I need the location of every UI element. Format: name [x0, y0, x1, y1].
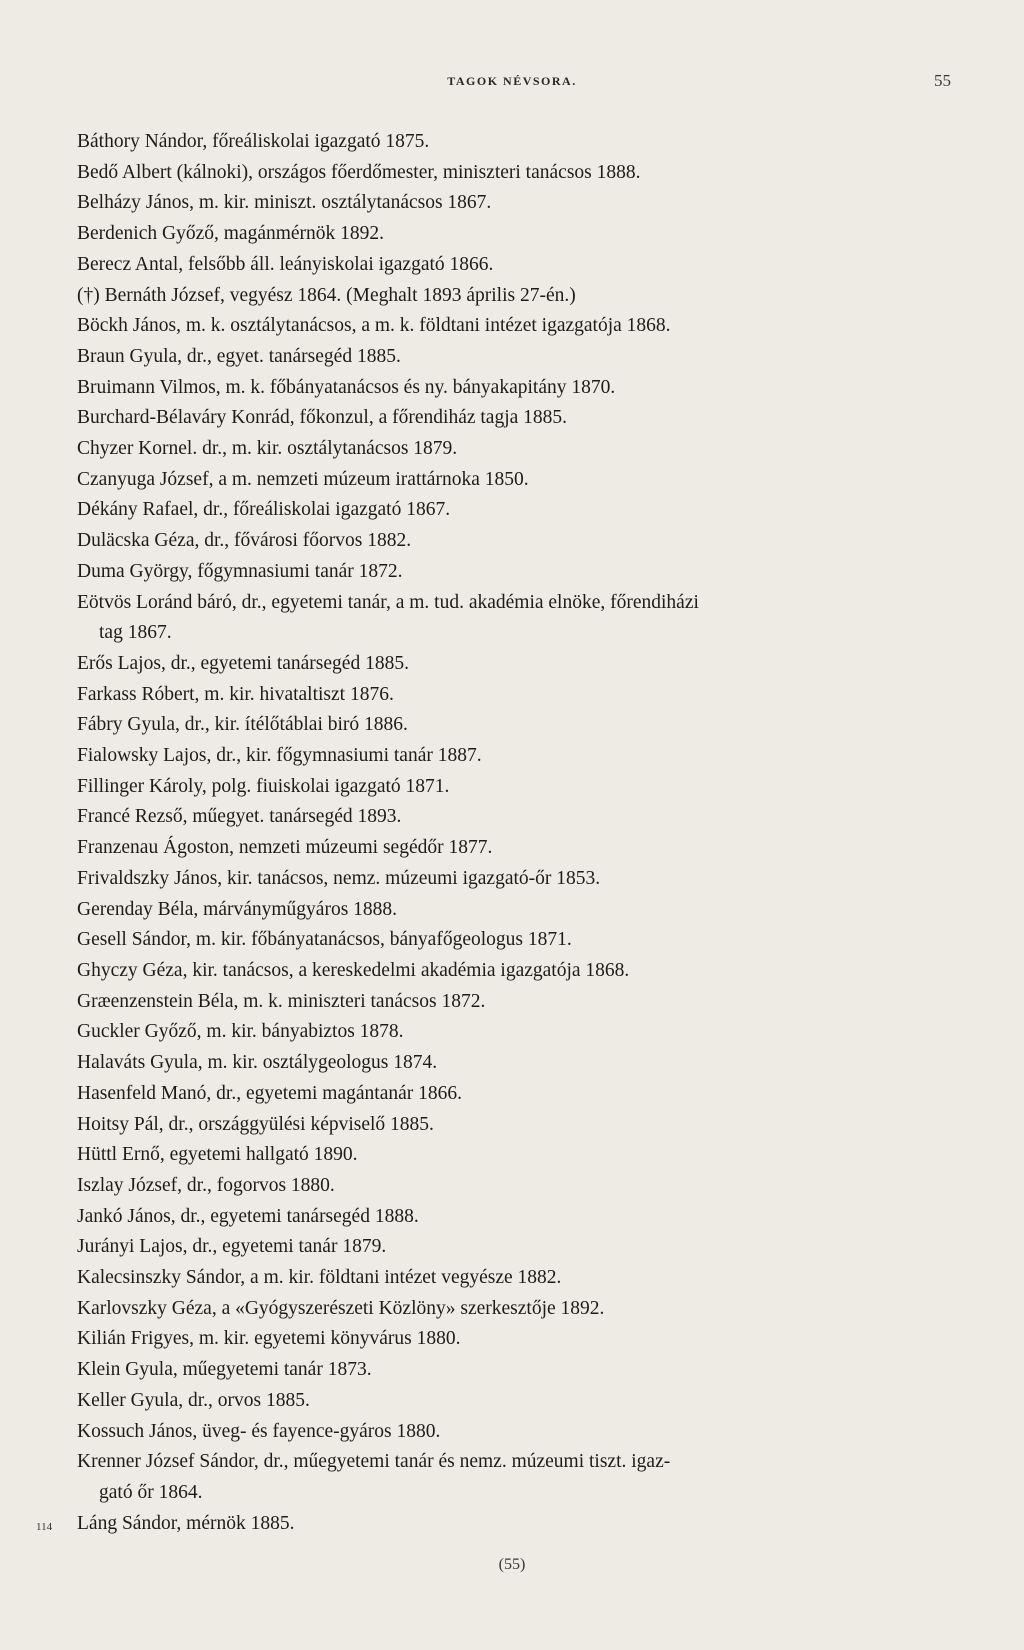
list-item [77, 342, 957, 373]
entry-text: Duma György, főgymnasiumi tanár 1872. [77, 560, 403, 582]
entry-text: Fábry Gyula, dr., kir. ítélőtáblai biró 1886. [77, 714, 408, 736]
list-item [77, 833, 957, 864]
list-item [77, 127, 957, 158]
list-item [77, 1509, 957, 1540]
entry-text: Böckh János, m. k. osztálytanácsos, a m. k. földtani intézet igazgatója 1868. [77, 315, 671, 337]
list-item [77, 403, 957, 434]
entry-text: Hüttl Ernő, egyetemi hallgató 1890. [77, 1144, 358, 1166]
list-item [77, 802, 957, 833]
entry-text: Fillinger Károly, polg. fiuiskolai igazgató 1871. [77, 775, 450, 797]
list-item [77, 158, 957, 189]
entry-text: Burchard-Bélaváry Konrád, főkonzul, a főrendiház tagja 1885. [77, 407, 568, 429]
entry-text: Hoitsy Pál, dr., országgyülési képviselő 1885. [77, 1113, 434, 1135]
list-item [77, 710, 957, 741]
entry-text: (†) Bernáth József, vegyész 1864. (Meghalt 1893 április 27-én.) [77, 284, 576, 306]
entry-text: Jurányi Lajos, dr., egyetemi tanár 1879. [77, 1236, 387, 1258]
entry-text: Kossuch János, üveg- és fayence-gyáros 1880. [77, 1420, 441, 1442]
list-item [77, 1140, 957, 1171]
entry-text: Karlovszky Géza, a «Gyógyszerészeti Közlöny» szerkesztője 1892. [77, 1297, 605, 1319]
list-item [77, 495, 957, 526]
list-item [77, 434, 957, 465]
list-item [77, 1017, 957, 1048]
footer-page-marker: (55) [498, 1556, 526, 1573]
entry-text: Braun Gyula, dr., egyet. tanársegéd 1885. [77, 345, 401, 367]
entry-text: Bruimann Vilmos, m. k. főbányatanácsos és ny. bányakapitány 1870. [77, 376, 616, 398]
list-item [77, 1079, 957, 1110]
entry-text: Eötvös Loránd báró, dr., egyetemi tanár, a m. tud. akadémia elnöke, főrendiházi [77, 591, 699, 613]
entry-text: Frivaldszky János, kir. tanácsos, nemz. múzeumi igazgató-őr 1853. [77, 867, 601, 889]
entry-text: Iszlay József, dr., fogorvos 1880. [77, 1174, 335, 1196]
entry-text: Keller Gyula, dr., orvos 1885. [77, 1389, 310, 1411]
entry-text: Berecz Antal, felsőbb áll. leányiskolai igazgató 1866. [77, 253, 494, 275]
entry-text: Erős Lajos, dr., egyetemi tanársegéd 1885. [77, 652, 409, 674]
entry-text: Bedő Albert (kálnoki), országos főerdőmester, miniszteri tanácsos 1888. [77, 161, 641, 183]
list-item [77, 772, 957, 803]
list-item [77, 1110, 957, 1141]
entry-text: Francé Rezső, műegyet. tanársegéd 1893. [77, 806, 402, 828]
list-item [77, 864, 957, 895]
list-item [77, 557, 957, 588]
list-item [77, 1171, 957, 1202]
list-item [77, 250, 957, 281]
list-item [77, 987, 957, 1018]
list-item [77, 1386, 957, 1417]
entry-text: Fialowsky Lajos, dr., kir. főgymnasiumi tanár 1887. [77, 745, 482, 767]
list-item [77, 1324, 957, 1355]
entry-text: Berdenich Győző, magánmérnök 1892. [77, 223, 385, 245]
list-item [77, 1447, 957, 1508]
list-item [77, 526, 957, 557]
entry-text: Halaváts Gyula, m. kir. osztálygeologus 1874. [77, 1052, 438, 1074]
list-item [77, 188, 957, 219]
entry-text: Guckler Győző, m. kir. bányabiztos 1878. [77, 1021, 404, 1043]
entry-text: Czanyuga József, a m. nemzeti múzeum irattárnoka 1850. [77, 468, 529, 490]
list-item [77, 219, 957, 250]
entry-text: Dékány Rafael, dr., főreáliskolai igazgató 1867. [77, 499, 451, 521]
list-item [77, 1263, 957, 1294]
member-list [77, 127, 957, 1539]
entry-continuation: gató őr 1864. [99, 1481, 203, 1503]
entry-text: Græenzenstein Béla, m. k. miniszteri tanácsos 1872. [77, 990, 486, 1012]
signature-mark: 114 [36, 1521, 53, 1533]
entry-text: Láng Sándor, mérnök 1885. [77, 1512, 295, 1534]
entry-text: Duläcska Géza, dr., fővárosi főorvos 1882. [77, 530, 412, 552]
list-item [77, 1417, 957, 1448]
entry-text: Gesell Sándor, m. kir. főbányatanácsos, bányafőgeologus 1871. [77, 929, 572, 951]
entry-text: Farkass Róbert, m. kir. hivataltiszt 1876. [77, 683, 394, 705]
list-item [77, 956, 957, 987]
list-item [77, 1294, 957, 1325]
list-item [77, 465, 957, 496]
entry-text: Báthory Nándor, főreáliskolai igazgató 1875. [77, 131, 430, 152]
list-item [77, 741, 957, 772]
entry-text: Belházy János, m. kir. miniszt. osztálytanácsos 1867. [77, 192, 492, 214]
list-item [77, 281, 957, 312]
entry-text: Jankó János, dr., egyetemi tanársegéd 1888. [77, 1205, 419, 1227]
entry-text: Krenner József Sándor, dr., műegyetemi tanár és nemz. múzeumi tiszt. igaz- [77, 1451, 671, 1473]
list-item [77, 311, 957, 342]
page-number: 55 [934, 71, 951, 90]
list-item [77, 1202, 957, 1233]
entry-text: Gerenday Béla, márványműgyáros 1888. [77, 898, 398, 920]
entry-text: Kilián Frigyes, m. kir. egyetemi könyvárus 1880. [77, 1328, 461, 1350]
entry-text: Hasenfeld Manó, dr., egyetemi magántanár 1866. [77, 1082, 463, 1104]
list-item [77, 1048, 957, 1079]
list-item [77, 373, 957, 404]
list-item [77, 895, 957, 926]
entry-text: Kalecsinszky Sándor, a m. kir. földtani intézet vegyésze 1882. [77, 1267, 562, 1289]
entry-text: Chyzer Kornel. dr., m. kir. osztálytanácsos 1879. [77, 438, 458, 460]
list-item [77, 925, 957, 956]
list-item [77, 1232, 957, 1263]
entry-text: Klein Gyula, műegyetemi tanár 1873. [77, 1359, 372, 1381]
entry-continuation: tag 1867. [99, 622, 172, 644]
running-head: TAGOK NÉVSORA. [447, 74, 577, 88]
list-item [77, 588, 957, 649]
list-item [77, 680, 957, 711]
entry-text: Ghyczy Géza, kir. tanácsos, a kereskedelmi akadémia igazgatója 1868. [77, 959, 630, 981]
list-item [77, 649, 957, 680]
entry-text: Franzenau Ágoston, nemzeti múzeumi segédőr 1877. [77, 837, 493, 859]
list-item [77, 1355, 957, 1386]
